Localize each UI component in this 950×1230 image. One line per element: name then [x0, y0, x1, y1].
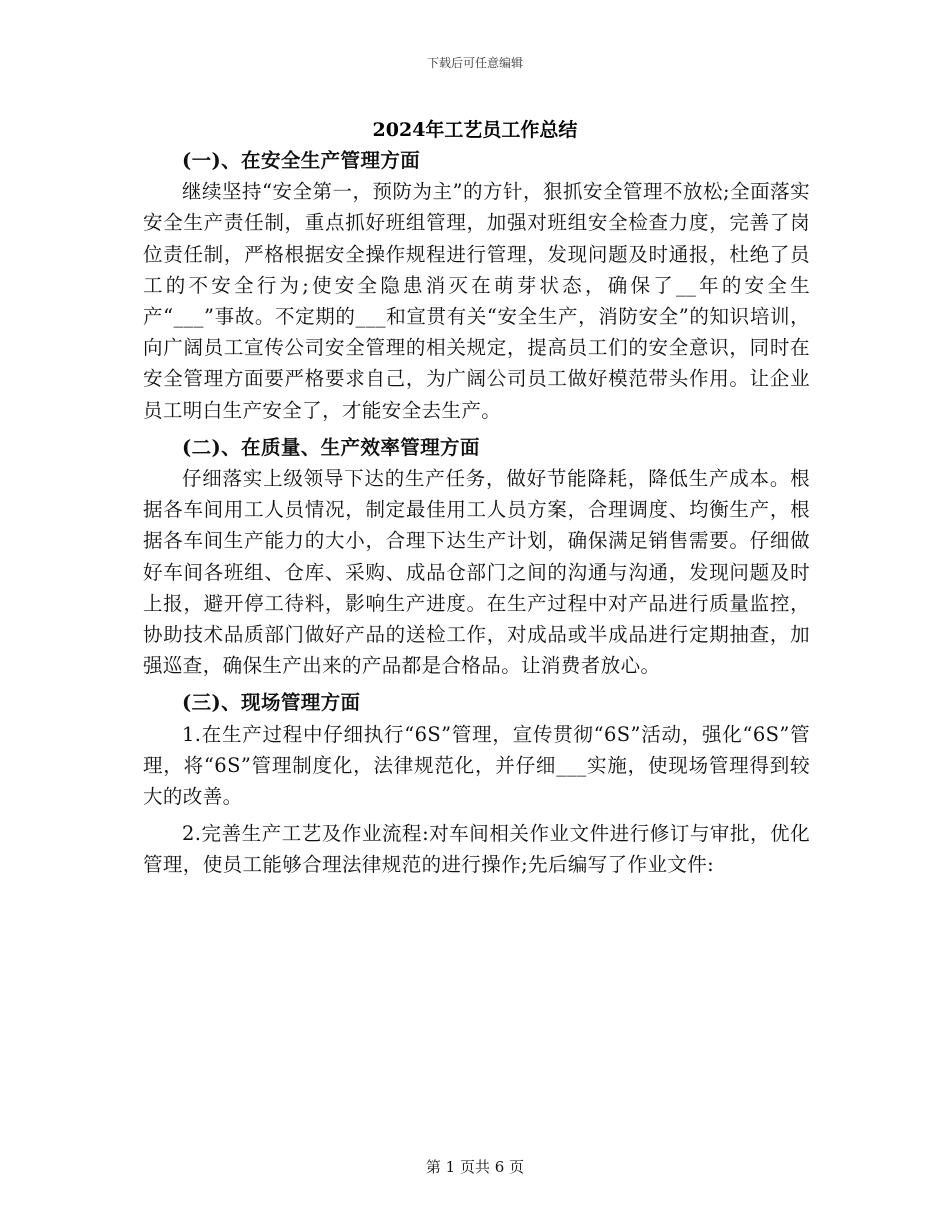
page-number: 第 1 页共 6 页: [425, 1158, 525, 1176]
document-body: [143, 145, 810, 881]
section-heading-safety: (一)、在安全生产管理方面: [182, 149, 421, 172]
section-heading-quality: (二)、在质量、生产效率管理方面: [182, 435, 480, 459]
document-title: 2024年工艺员工作总结: [372, 119, 578, 141]
paragraph-safety: 继续坚持“安全第一，预防为主”的方针，狠抓安全管理不放松;全面落实安全生产责任制，重点抓好班组管理，加强对班组安全检查力度，完善了岗位责任制，严格根据安全操作规程进行管理，发现问题及时通报，杜绝了员工的不安全行为;使安全隐患消灭在萌芽状态，确保了__年的安全生产“___”事故。不定期的___和宣贯有关“安全生产，消防安全”的知识培训，向广阔员工宣传公司安全管理的相关规定，提高员工们的安全意识，同时在安全管理方面要严格要求自己，为广阔公司员工做好模范带头作用。让企业员工明白生产安全了，才能安全去生产。: [143, 180, 810, 422]
paragraph-quality: 仔细落实上级领导下达的生产任务，做好节能降耗，降低生产成本。根据各车间用工人员情况，制定最佳用工人员方案，合理调度、均衡生产，根据各车间生产能力的大小，合理下达生产计划，确保满足销售需要。仔细做好车间各班组、仓库、采购、成品仓部门之间的沟通与沟通，发现问题及时上报，避开停工待料，影响生产进度。在生产过程中对产品进行质量监控，协助技术品质部门做好产品的送检工作，对成品或半成品进行定期抽查，加强巡查，确保生产出来的产品都是合格品。让消费者放心。: [143, 467, 810, 678]
section-heading-onsite: (三)、现场管理方面: [182, 691, 361, 715]
paragraph-onsite-2: 2.完善生产工艺及作业流程:对车间相关作业文件进行修订与审批，优化管理，使员工能够合理法律规范的进行操作;先后编写了作业文件:: [143, 822, 810, 877]
paragraph-onsite-1: 1.在生产过程中仔细执行“6S”管理，宣传贯彻“6S”活动，强化“6S”管理，将“6S”管理制度化，法律规范化，并仔细___实施，使现场管理得到较大的改善。: [143, 722, 810, 809]
download-note: 下载后可任意编辑: [426, 56, 523, 70]
